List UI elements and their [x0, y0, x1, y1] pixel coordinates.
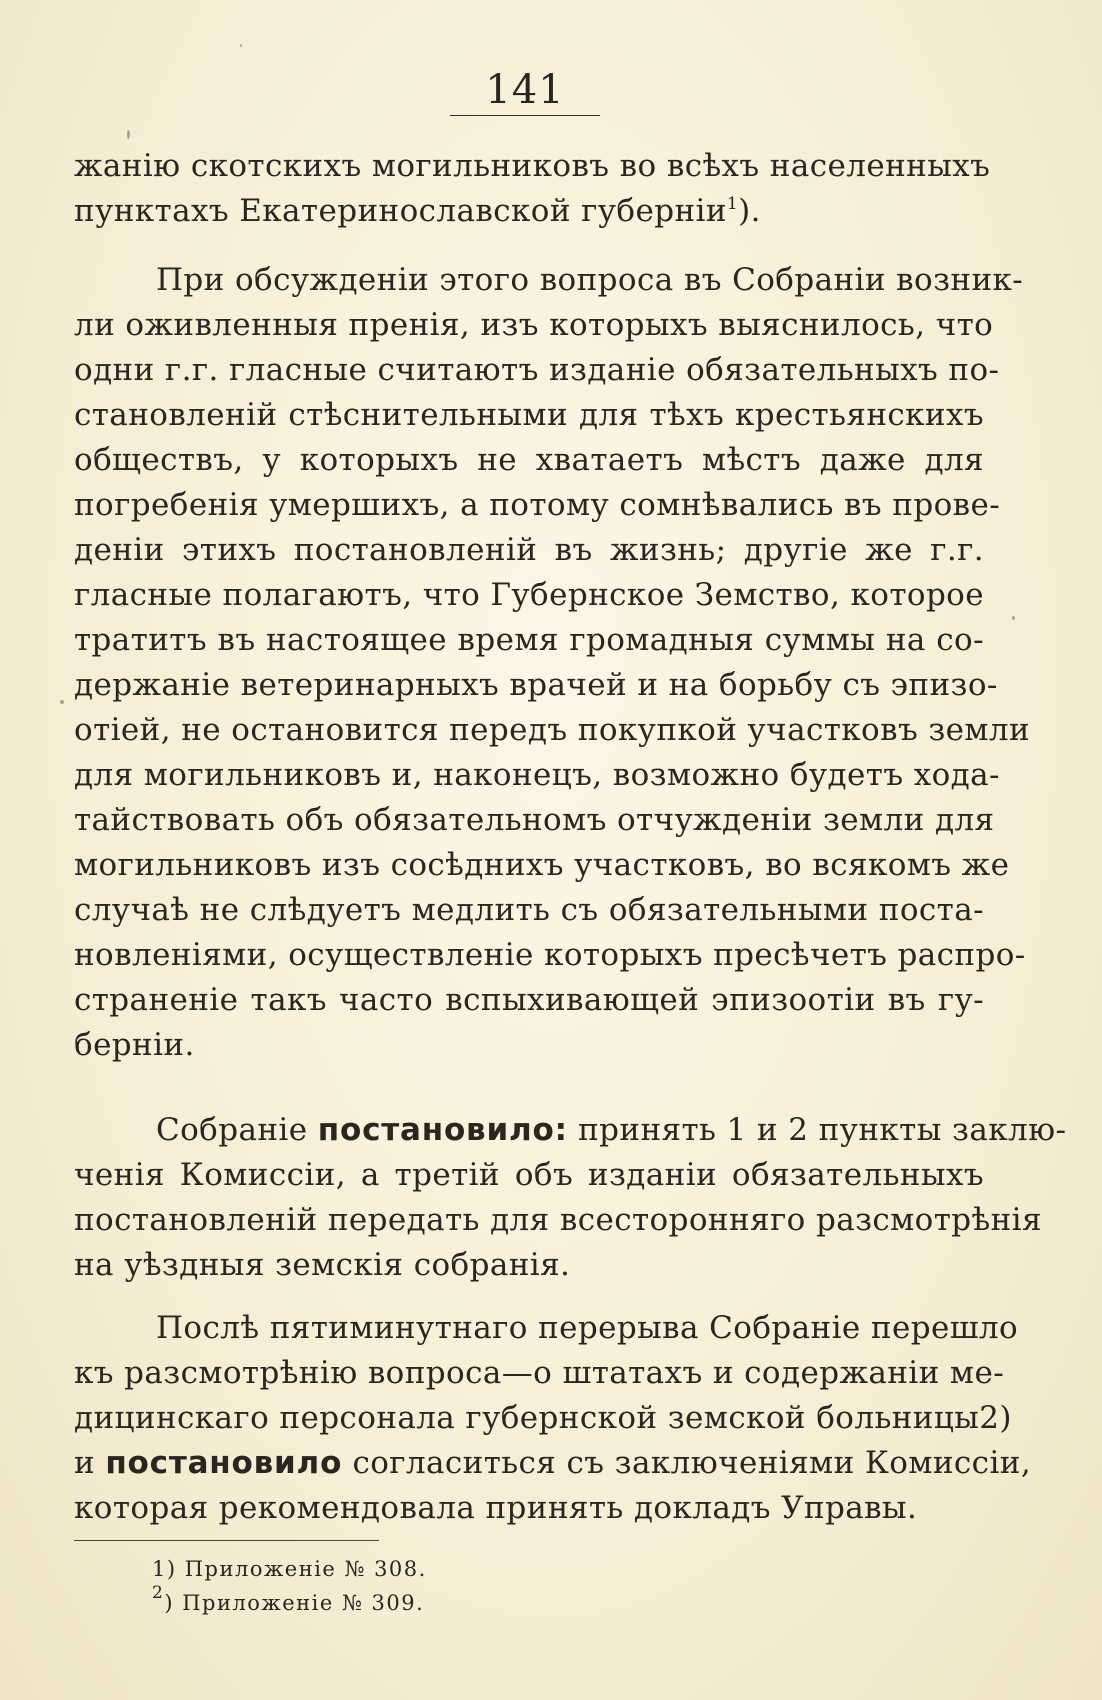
text-line: берніи.: [74, 1027, 195, 1063]
text-line: случаѣ не слѣдуетъ медлить съ обязательными поста-: [74, 892, 984, 928]
text-line: жанію скотскихъ могильниковъ во всѣхъ населенныхъ: [74, 148, 991, 184]
text-line: отіей, не остановится передъ покупкой участковъ земли: [74, 712, 1031, 748]
text-line: могильниковъ изъ сосѣднихъ участковъ, во всякомъ же: [74, 847, 1010, 883]
text-line: гласные полагаютъ, что Губернское Земство, которое: [74, 577, 984, 613]
text-line: для могильниковъ и, наконецъ, возможно будетъ хода-: [74, 757, 1000, 793]
ink-speck: [127, 130, 130, 139]
text-line: [74, 1441, 1032, 1486]
text-line: Послѣ пятиминутнаго перерыва Собраніе перешло: [156, 1310, 1019, 1346]
text-line: страненіе такъ часто вспыхивающей эпизоотіи въ гу-: [74, 982, 984, 1018]
text-line: ченія Комиссіи, а третій объ изданіи обязательныхъ: [74, 1157, 984, 1193]
text-line: обществъ, у которыхъ не хватаетъ мѣстъ даже для: [74, 442, 984, 478]
text-line: на уѣздныя земскія собранія.: [74, 1247, 571, 1283]
text-line: [74, 1108, 1067, 1153]
footnote-ref-1: 1: [726, 194, 739, 214]
resolution-keyword: постановило:: [317, 1112, 568, 1148]
text-line: которая рекомендовала принять докладъ Управы.: [74, 1490, 918, 1526]
paragraph-discussion: [74, 258, 1031, 1068]
resolution-keyword: постановило: [105, 1445, 343, 1481]
line-start: Собраніе: [156, 1112, 308, 1148]
page-number: 141: [485, 67, 565, 113]
line-text: пунктахъ Екатеринославской губерніи: [74, 193, 727, 229]
text-line: тратитъ въ настоящее время громадныя суммы на со-: [74, 622, 984, 658]
page-number-rule: [450, 115, 600, 116]
text-line: становленій стѣснительными для тѣхъ крестьянскихъ: [74, 397, 984, 433]
text-line: держаніе ветеринарныхъ врачей и на борьбу съ эпизо-: [74, 667, 998, 703]
paragraph-resolution-2: [74, 1306, 1032, 1531]
text-line: одни г.г. гласные считаютъ изданіе обязательныхъ по-: [74, 352, 1000, 388]
text-line: постановленій передать для всесторонняго разсмотрѣнія: [74, 1202, 1042, 1238]
text-line: При обсужденіи этого вопроса въ Собраніи возник-: [156, 262, 1024, 298]
paragraph-resolution-1: [74, 1108, 1067, 1288]
paragraph-continuation: [74, 144, 991, 234]
text-line: новленіями, осуществленіе которыхъ пресѣчетъ распро-: [74, 937, 1026, 973]
text-line: [74, 189, 984, 234]
footnote-2-text: ) Приложеніе № 309.: [164, 1591, 425, 1615]
footnote-2-mark: 2: [152, 1583, 165, 1603]
ink-speck: [1012, 616, 1015, 620]
text-line: ли оживленныя пренія, изъ которыхъ выяснилось, что: [74, 307, 994, 343]
footnote-separator: [74, 1540, 379, 1541]
footnotes: [152, 1552, 427, 1620]
text-line: деніи этихъ постановленій въ жизнь; другіе же г.г.: [74, 532, 984, 568]
text-line: къ разсмотрѣнію вопроса—о штатахъ и содержаніи ме-: [74, 1355, 1005, 1391]
text-line: погребенія умершихъ, а потому сомнѣвались въ прове-: [74, 487, 1001, 523]
footnote-2: [152, 1583, 427, 1620]
text-line: дицинскаго персонала губернской земской больницы2): [74, 1400, 1012, 1436]
footnote-1: 1) Приложеніе № 308.: [152, 1557, 427, 1581]
line-end: согласиться съ заключеніями Комиссіи,: [352, 1445, 1032, 1481]
ink-speck: [60, 700, 64, 704]
line-end: принять 1 и 2 пункты заклю-: [578, 1112, 1067, 1148]
line-end: ).: [738, 193, 761, 229]
line-start: и: [74, 1445, 96, 1481]
text-line: тайствовать объ обязательномъ отчужденіи земли для: [74, 802, 995, 838]
ink-speck: [240, 44, 242, 47]
